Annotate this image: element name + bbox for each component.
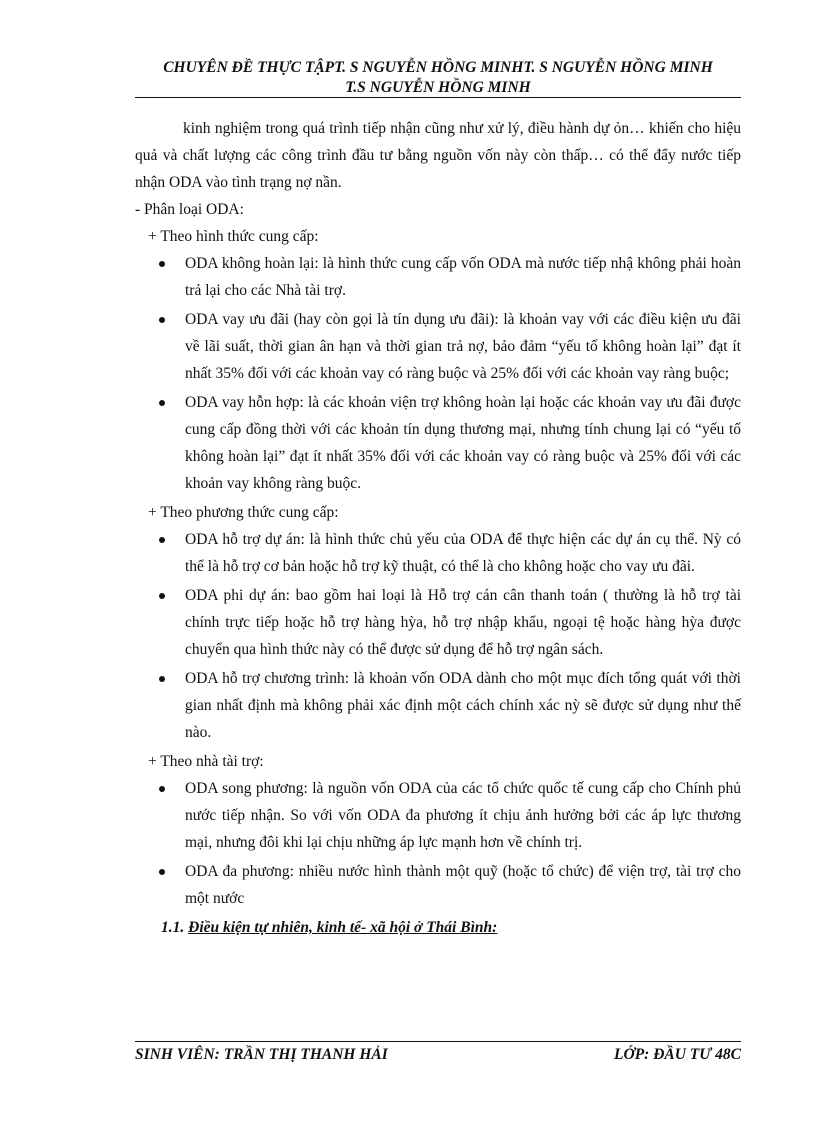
list-item-text: ODA hỗ trợ chương trình: là khoản vốn ODA dành cho một mục đích tổng quát với thời gian nhất định mà không phải xác định một cách chính xác nỳ sẽ được sử dụng như thế nào.: [185, 670, 741, 741]
bullet-list-donor: [135, 775, 741, 912]
section-number: 1.1.: [161, 919, 185, 936]
list-item-text: ODA phi dự án: bao gồm hai loại là Hỗ trợ cán cân thanh toán ( thường là hỗ trợ tài chính trực tiếp hoặc hỗ trợ hàng hỳa, hỗ trợ nhập khẩu, ngoại tệ hoặc hàng hỳa được chuyển qua hình thức này có thể được sử dụng để hỗ trợ ngân sách.: [185, 587, 741, 658]
intro-paragraph: kinh nghiệm trong quá trình tiếp nhận cũng như xử lý, điều hành dự ỏn… khiến cho hiệu quả và chất lượng các công trình đầu tư bằng nguồn vốn này còn thấp… có thể đẩy nước tiếp nhận ODA vào tình trạng nợ nần.: [135, 120, 741, 191]
list-item: [135, 858, 741, 912]
footer-student: SINH VIÊN: TRẦN THỊ THANH HẢI: [135, 1046, 388, 1063]
page-header: [135, 58, 741, 98]
list-item-text: ODA hỗ trợ dự án: là hình thức chủ yếu của ODA để thực hiện các dự án cụ thể. Nỳ có thể là hỗ trợ cơ bản hoặc hỗ trợ kỹ thuật, có thể là cho không hoặc cho vay ưu đãi.: [185, 531, 741, 575]
list-item: [135, 250, 741, 304]
list-item: [135, 526, 741, 580]
group-label-supply-method: + Theo phương thức cung cấp:: [148, 504, 339, 521]
bullet-icon: [159, 317, 165, 323]
footer-class: LỚP: ĐẦU TƯ 48C: [614, 1046, 741, 1063]
list-item: [135, 389, 741, 497]
bullet-icon: [159, 786, 165, 792]
page-body: [135, 115, 741, 941]
bullet-icon: [159, 869, 165, 875]
bullet-icon: [159, 593, 165, 599]
list-item: [135, 665, 741, 746]
list-item-text: ODA không hoàn lại: là hình thức cung cấp vốn ODA mà nước tiếp nhậ không phải hoàn trả lại cho các Nhà tài trợ.: [185, 255, 741, 299]
list-item: [135, 582, 741, 663]
list-item: [135, 306, 741, 387]
header-divider: [135, 97, 741, 98]
bullet-list-supply-form: [135, 250, 741, 497]
list-item-text: ODA vay ưu đãi (hay còn gọi là tín dụng ưu đãi): là khoản vay với các điều kiện ưu đãi về lãi suất, thời gian ân hạn và thời gian trả nợ, bảo đảm “yếu tố không hoàn lại” đạt ít nhất 35% đối với các khoản vay có ràng buộc và 25% đối với các khoản vay ràng buộc;: [185, 311, 741, 382]
section-heading: [135, 914, 741, 941]
header-line-2: T.S NGUYỄN HỒNG MINH: [345, 79, 531, 96]
footer-divider: [135, 1041, 741, 1042]
list-item-text: ODA đa phương: nhiều nước hình thành một quỹ (hoặc tổ chức) để viện trợ, tài trợ cho một nước: [185, 863, 741, 907]
list-item-text: ODA vay hỗn hợp: là các khoản viện trợ không hoàn lại hoặc các khoản vay ưu đãi được cung cấp đồng thời với các khoản tín dụng thương mại, nhưng tính chung lại có “yếu tố không hoàn lại” đạt ít nhất 35% đối với các khoản vay có ràng buộc và 25% đối với các khoản vay không ràng buộc.: [185, 394, 741, 492]
bullet-icon: [159, 676, 165, 682]
page-footer: [135, 1046, 741, 1068]
bullet-list-supply-method: [135, 526, 741, 746]
header-line-1: CHUYÊN ĐỀ THỰC TẬPT. S NGUYỄN HỒNG MINHT. S NGUYỄN HỒNG MINH: [163, 59, 713, 76]
bullet-icon: [159, 400, 165, 406]
list-item: [135, 775, 741, 856]
bullet-icon: [159, 261, 165, 267]
group-label-supply-form: + Theo hình thức cung cấp:: [148, 228, 319, 245]
list-item-text: ODA song phương: là nguồn vốn ODA của các tổ chức quốc tế cung cấp cho Chính phủ nước tiếp nhận. So với vốn ODA đa phương ít chịu ảnh hưởng bởi các áp lực thương mại, nhưng đôi khi lại chịu những áp lực mạnh hơn về chính trị.: [185, 780, 741, 851]
classification-label: - Phân loại ODA:: [135, 201, 244, 218]
group-label-donor: + Theo nhà tài trợ:: [148, 753, 264, 770]
section-title: Điều kiện tự nhiên, kinh tế- xã hội ở Thái Bình:: [188, 919, 498, 936]
bullet-icon: [159, 537, 165, 543]
